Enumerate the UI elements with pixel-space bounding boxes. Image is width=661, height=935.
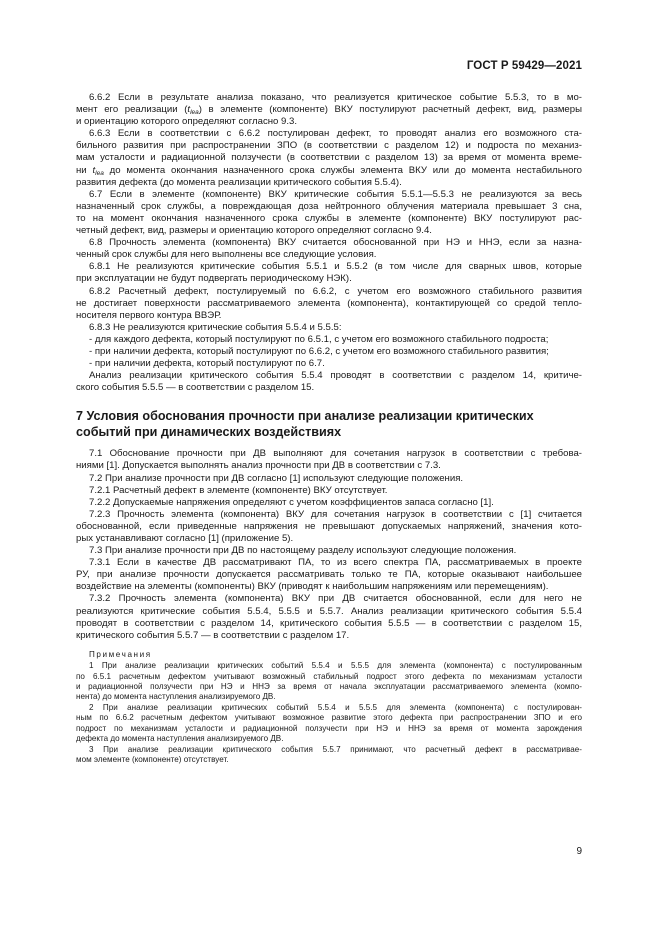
text-line: 6.8 Прочность элемента (компонента) ВКУ считается обоснованной при НЭ и ННЭ, если за назна- (89, 237, 582, 249)
paragraph (76, 370, 582, 394)
text-line: 3 При анализе реализации критического события 5.5.7 принимают, что расчетный дефект в рассматривае- (89, 744, 582, 754)
text-line: 7.3.2 Прочность элемента (компонента) ВКУ при ДВ считается обоснованной, если для него не (89, 593, 582, 605)
text-line: воздействие на элементы (компоненты) ВКУ (приводят к наибольшим напряжениям или перемещениям). (76, 581, 549, 593)
text-line: ского события 5.5.5 — в соответствии с разделом 15. (76, 382, 315, 394)
text-line: рых устанавливают согласно [1] (приложение 5). (76, 533, 294, 544)
note-item (76, 745, 582, 766)
text-line: носителя первого контура ВВЭР. (76, 309, 222, 321)
paragraph (76, 448, 582, 472)
text-line: 6.8.3 Не реализуются критические события 5.5.4 и 5.5.5: (89, 321, 342, 333)
paragraph (76, 237, 582, 261)
text-line: то на момент окончания назначенного срока службы в элементе (компоненте) ВКУ постулируют рас- (76, 212, 582, 224)
notes-heading: Примечания (89, 649, 152, 659)
text-line: 6.8.1 Не реализуются критические события 5.5.1 и 5.5.2 (в том числе для сварных швов, которые (89, 261, 582, 273)
text-line: 6.6.2 Если в результате анализа показано, что реализуется критическое событие 5.5.3, то в мо- (89, 92, 582, 103)
text-line: 7.3.1 Если в качестве ДВ рассматривают ПА, то из всего спектра ПА, рассматриваемых в проекте (89, 557, 582, 569)
text-line: обоснованной, если приведенные напряжения не превышают допускаемых напряжений, значения кото- (76, 520, 582, 532)
paragraph (76, 286, 582, 322)
text-line: 7.2.1 Расчетный дефект в элементе (компоненте) ВКУ отсутствует. (89, 484, 388, 496)
text-line: 6.7 Если в элементе (компоненте) ВКУ критические события 5.5.1—5.5.3 не реализуются за весь (89, 188, 582, 200)
text-line: мом элементе (компоненте) отсутствует. (76, 754, 229, 764)
notes (76, 650, 582, 765)
document-body (76, 92, 582, 765)
paragraph (76, 485, 582, 497)
text-line: по 6.5.1 расчетным дефектом учитывают возможный стабильный подрост этого дефекта по механизмам усталости (76, 671, 582, 681)
text-line: 7.1 Обоснование прочности при ДВ выполняют для сочетания нагрузок в соответствии с требова- (89, 448, 582, 460)
text-line: проводят в соответствии с разделом 14, критического события 5.5.5 — в соответствии с разделом 15, (76, 617, 582, 629)
text-line: ни $t_{lea}$ до момента окончания назначенного срока службы элемента ВКУ или до момента нестабильного (76, 164, 582, 177)
paragraph (76, 358, 582, 370)
text-line: ным по 6.6.2 расчетным дефектом учитывают возможное развитие этого дефекта при распространении ЗПО и его (76, 713, 582, 723)
text-line: 6.6.3 Если в соответствии с 6.6.2 постулирован дефект, то проводят анализ его возможного ста- (89, 128, 582, 140)
text-line: ниями [1]. Допускается выполнять анализ прочности при ДВ в соответствии с 7.3. (76, 460, 441, 472)
text-line: 6.8.2 Расчетный дефект, постулируемый по 6.6.2, с учетом его возможного стабильного развития (89, 285, 582, 297)
paragraph (76, 128, 582, 188)
standard-header: ГОСТ Р 59429—2021 (466, 60, 582, 72)
text-line: и ориентацию которого определяют согласно 9.3. (76, 116, 298, 128)
text-line: мам усталости и радиационной ползучести (в соответствии с разделом 13) за время от момента време- (76, 152, 582, 164)
text-line: критического события 5.5.7 — в соответствии с разделом 17. (76, 629, 350, 641)
text-line: развития дефекта (до момента реализации критического события 5.5.4). (76, 176, 402, 188)
notes-list (76, 661, 582, 765)
note-item (76, 703, 582, 745)
text-line: дефекта до момента наступления анализируемого ДВ. (76, 734, 284, 744)
text-line: 7.2.2 Допускаемые напряжения определяют с учетом коэффициентов запаса согласно [1]. (89, 496, 494, 508)
text-line: 7.2.3 Прочность элемента (компонента) ВКУ для сочетания нагрузок в соответствии с [1] считается (89, 508, 582, 520)
text-line: 7.2 При анализе прочности при ДВ согласно [1] используют следующие положения. (89, 472, 464, 484)
paragraph (76, 322, 582, 334)
text-line: Анализ реализации критического события 5.5.4 проводят в соответствии с разделом 14, критиче- (89, 370, 582, 382)
paragraph (76, 497, 582, 509)
text-line: и радиационной ползучести при НЭ и ННЭ за время от начала эксплуатации рассматриваемого элемента (компо- (76, 682, 582, 692)
paragraph (76, 334, 582, 346)
text-line: четный дефект, вид, размеры и ориентацию которого определяют согласно 9.4. (76, 225, 432, 237)
paragraph (76, 92, 582, 128)
paragraph (76, 557, 582, 593)
text-line: - для каждого дефекта, который постулируют по 6.5.1, с учетом его возможного стабильного подроста; (89, 333, 549, 345)
text-line: нента) до момента наступления анализируемого ДВ. (76, 692, 276, 702)
text-line: - при наличии дефекта, который постулируют по 6.7. (89, 358, 325, 370)
page-number: 9 (576, 846, 582, 857)
paragraph (76, 261, 582, 285)
section-7-title (76, 408, 582, 440)
text-line: РУ, при анализе прочности допускается рассматривать только те ПА, которые оказывают наибольшее (76, 569, 582, 581)
text-line: реализуются критические события 5.5.4, 5.5.5 и 5.5.7. Анализ реализации критического события 5.5.4 (76, 605, 582, 617)
text-line: при эксплуатации не будут подвергать периодическому НЭК). (76, 273, 352, 285)
paragraph (76, 509, 582, 545)
text-line: подрост по механизмам усталости и радиационной ползучести при НЭ и ННЭ за время от момента зарождения (76, 723, 582, 733)
paragraph (76, 346, 582, 358)
paragraph (76, 545, 582, 557)
section-title-line: событий при динамических воздействиях (76, 425, 342, 440)
text-line: мент его реализации $(t_{lea})$ в элементе (компоненте) ВКУ постулируют расчетный дефект, вид, размеры (76, 104, 583, 117)
paragraph (76, 189, 582, 237)
paragraph (76, 473, 582, 485)
text-line: не достигает поверхности рассматриваемого элемента (компонента), контактирующей со средой тепло- (76, 297, 582, 309)
text-line: - при наличии дефекта, который постулируют по 6.6.2, с учетом его возможного стабильного развития; (89, 345, 549, 357)
note-item (76, 661, 582, 703)
paragraph (76, 593, 582, 641)
text-line: 2 При анализе реализации критических событий 5.5.4 и 5.5.5 для элемента (компонента) с постулирован- (89, 702, 582, 712)
text-line: бильного развития при распространении ЗПО (в соответствии с разделом 12) и подроста по механиз- (76, 140, 582, 152)
text-line: назначенный срок службы, а повреждающая доза нейтронного облучения материала превышает 3 сна, (76, 200, 582, 212)
text-line: 7.3 При анализе прочности при ДВ по настоящему разделу используют следующие положения. (89, 545, 517, 557)
section-title-line: 7 Условия обоснования прочности при анализе реализации критических (76, 409, 534, 424)
text-line: ченный срок службы для него выполнены все следующие условия. (76, 249, 377, 261)
section-7-paragraphs (76, 448, 582, 642)
section-6-paragraphs (76, 92, 582, 394)
text-line: 1 При анализе реализации критических событий 5.5.4 и 5.5.5 для элемента (компонента) с постулированным (89, 661, 582, 671)
